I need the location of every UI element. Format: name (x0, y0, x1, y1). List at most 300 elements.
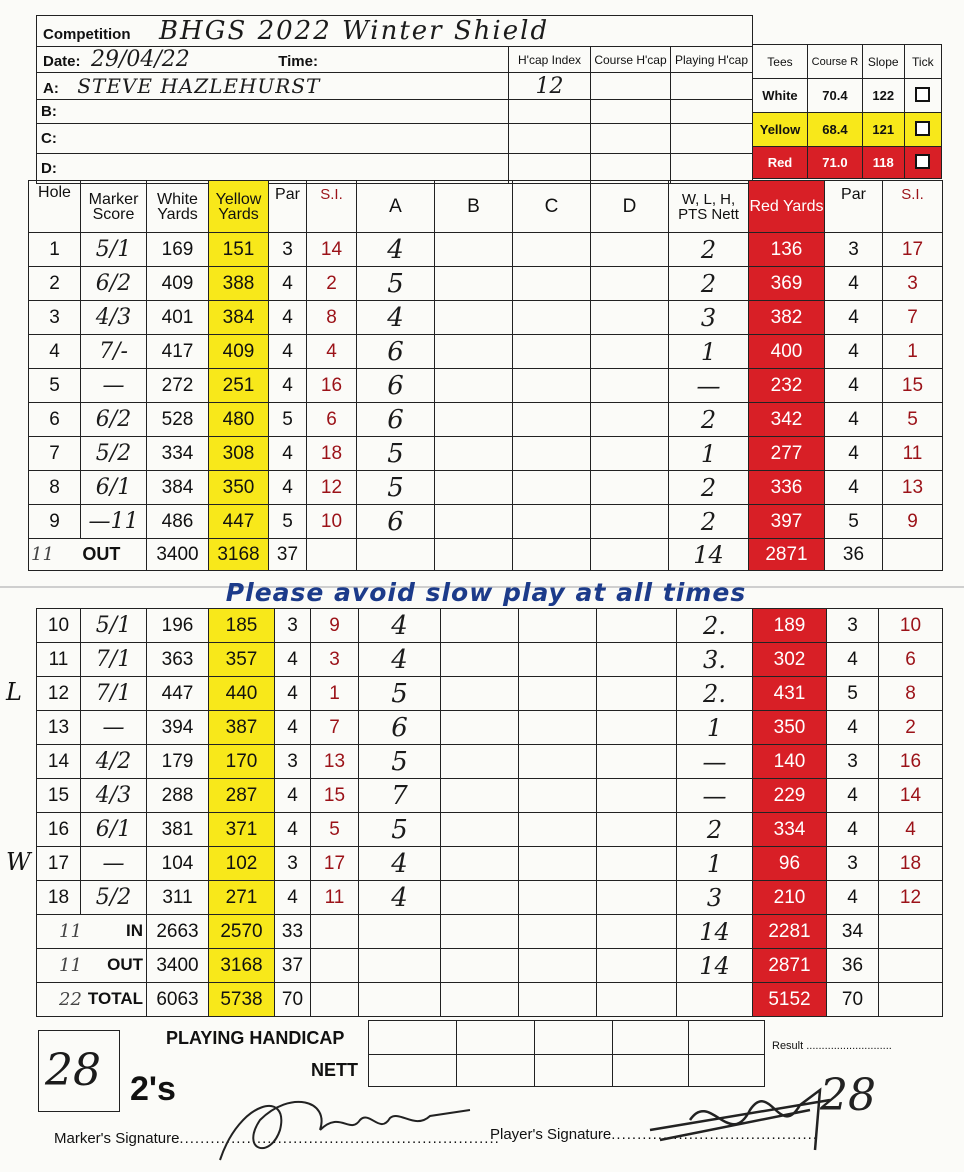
totals-red-par: 36 (827, 949, 879, 983)
par: 5 (269, 403, 307, 437)
stroke-index: 8 (307, 301, 357, 335)
marker-score: 5/1 (81, 233, 147, 267)
empty-score-cell (591, 437, 669, 471)
marker-score: — (81, 711, 147, 745)
empty-score-cell (591, 267, 669, 301)
totals-row (37, 915, 943, 949)
col-si: S.I. (307, 181, 357, 233)
competition-label: Competition (43, 26, 131, 43)
col-par: Par (269, 181, 307, 233)
empty-score-cell (591, 505, 669, 539)
empty-score-cell (441, 643, 519, 677)
red-stroke-index: 15 (883, 369, 943, 403)
hole-row (29, 403, 943, 437)
par: 4 (275, 711, 311, 745)
empty-score-cell (519, 677, 597, 711)
par: 3 (269, 233, 307, 267)
totals-label: IN (126, 921, 143, 940)
hole-row (29, 471, 943, 505)
stroke-index: 17 (311, 847, 359, 881)
col-red-par: Par (825, 181, 883, 233)
player-signature-image (630, 1060, 890, 1160)
yellow-yards: 350 (209, 471, 269, 505)
red-stroke-index: 18 (879, 847, 943, 881)
par: 4 (269, 335, 307, 369)
empty-score-cell (513, 505, 591, 539)
totals-yellow: 3168 (209, 949, 275, 983)
tee-yellow-rating: 68.4 (807, 113, 862, 147)
hole-number: 1 (29, 233, 81, 267)
red-yards: 382 (749, 301, 825, 335)
out-row-mark: 11 (31, 544, 54, 565)
empty-score-cell (435, 301, 513, 335)
pts-nett: — (677, 779, 753, 813)
marker-score: —11 (81, 505, 147, 539)
totals-par: 70 (275, 983, 311, 1017)
pts-nett: 3. (677, 643, 753, 677)
tee-yellow-slope: 121 (862, 113, 904, 147)
hole-number: 18 (37, 881, 81, 915)
totals-pts: 14 (677, 949, 753, 983)
hole-row (37, 779, 943, 813)
empty-total-cell (311, 915, 359, 949)
totals-white: 3400 (147, 949, 209, 983)
empty-score-cell (597, 677, 677, 711)
nett-label: NETT (311, 1060, 358, 1080)
competition-value: BHGS 2022 Winter Shield (158, 16, 550, 46)
course-hcap-header: Course H'cap (591, 47, 671, 73)
pts-nett: 1 (677, 847, 753, 881)
pts-nett: 1 (677, 711, 753, 745)
red-stroke-index: 7 (883, 301, 943, 335)
empty-total-cell (311, 949, 359, 983)
playing-hcap-header: Playing H'cap (671, 47, 753, 73)
red-yards: 232 (749, 369, 825, 403)
totals-white: 2663 (147, 915, 209, 949)
totals-red-par: 70 (827, 983, 879, 1017)
totals-pts (677, 983, 753, 1017)
col-red: Red Yards (749, 181, 825, 233)
totals-label: OUT (107, 955, 143, 974)
twos-label: 2's (130, 1070, 176, 1108)
yellow-yards: 287 (209, 779, 275, 813)
empty-score-cell (597, 779, 677, 813)
white-yards: 417 (147, 335, 209, 369)
par: 3 (275, 847, 311, 881)
totals-yellow: 2570 (209, 915, 275, 949)
red-stroke-index: 1 (883, 335, 943, 369)
hole-row (29, 267, 943, 301)
pts-nett: 2 (669, 233, 749, 267)
out-pts: 14 (669, 539, 749, 571)
slope-header: Slope (862, 45, 904, 79)
red-par: 3 (827, 847, 879, 881)
hole-row (37, 847, 943, 881)
white-yards: 104 (147, 847, 209, 881)
red-par: 4 (825, 301, 883, 335)
tee-white-checkbox[interactable] (915, 87, 930, 102)
player-a-score: 5 (357, 471, 435, 505)
totals-row (37, 983, 943, 1017)
par: 4 (275, 779, 311, 813)
stroke-index: 1 (311, 677, 359, 711)
par: 3 (275, 609, 311, 643)
empty-total-cell (359, 915, 441, 949)
red-yards: 397 (749, 505, 825, 539)
empty-score-cell (519, 609, 597, 643)
marker-score: — (81, 369, 147, 403)
col-yellow: Yellow Yards (209, 181, 269, 233)
yellow-yards: 170 (209, 745, 275, 779)
empty-total-cell (441, 915, 519, 949)
empty-score-cell (591, 471, 669, 505)
stroke-index: 13 (311, 745, 359, 779)
player-signature-score: 28 (820, 1070, 876, 1121)
empty-total-cell (519, 983, 597, 1017)
empty-score-cell (513, 301, 591, 335)
red-par: 4 (827, 779, 879, 813)
empty-score-cell (519, 711, 597, 745)
totals-par: 37 (275, 949, 311, 983)
empty-score-cell (519, 813, 597, 847)
red-yards: 210 (753, 881, 827, 915)
col-hole: Hole (29, 181, 81, 233)
stroke-index: 14 (307, 233, 357, 267)
empty-score-cell (513, 233, 591, 267)
empty-score-cell (597, 711, 677, 745)
yellow-yards: 371 (209, 813, 275, 847)
pts-nett: 3 (677, 881, 753, 915)
red-yards: 334 (753, 813, 827, 847)
empty-score-cell (519, 847, 597, 881)
yellow-yards: 480 (209, 403, 269, 437)
empty-score-cell (519, 643, 597, 677)
empty-score-cell (591, 233, 669, 267)
pts-nett: — (677, 745, 753, 779)
stroke-index: 18 (307, 437, 357, 471)
empty-total-cell (519, 949, 597, 983)
twos-score: 28 (45, 1045, 101, 1096)
hole-row (29, 301, 943, 335)
yellow-yards: 440 (209, 677, 275, 711)
result-label: Result ............................ (772, 1040, 892, 1052)
white-yards: 288 (147, 779, 209, 813)
empty-total-cell (879, 983, 943, 1017)
marker-score: 7/1 (81, 643, 147, 677)
tee-yellow-name: Yellow (753, 113, 808, 147)
empty-total-cell (597, 949, 677, 983)
stroke-index: 7 (311, 711, 359, 745)
empty-score-cell (435, 267, 513, 301)
totals-white: 6063 (147, 983, 209, 1017)
red-yards: 96 (753, 847, 827, 881)
player-a-score: 4 (357, 233, 435, 267)
out-white: 3400 (147, 539, 209, 571)
par: 4 (275, 643, 311, 677)
yellow-yards: 388 (209, 267, 269, 301)
hole-number: 3 (29, 301, 81, 335)
hole-number: 16 (37, 813, 81, 847)
player-signature-label: Player's Signature (490, 1126, 612, 1143)
tee-red-rating: 71.0 (807, 147, 862, 179)
hole-number: 17 (37, 847, 81, 881)
marker-score: 7/1 (81, 677, 147, 711)
player-a-hcap-index: 12 (509, 73, 591, 100)
white-yards: 528 (147, 403, 209, 437)
empty-score-cell (435, 335, 513, 369)
pts-nett: 2 (677, 813, 753, 847)
red-par: 3 (825, 233, 883, 267)
par: 4 (269, 437, 307, 471)
front-nine-table (28, 180, 943, 571)
tee-white-slope: 122 (862, 79, 904, 113)
red-par: 4 (827, 711, 879, 745)
yellow-yards: 447 (209, 505, 269, 539)
stroke-index: 16 (307, 369, 357, 403)
pts-nett: 2 (669, 403, 749, 437)
red-stroke-index: 9 (883, 505, 943, 539)
red-yards: 140 (753, 745, 827, 779)
hole-row (29, 335, 943, 369)
pts-nett: 1 (669, 437, 749, 471)
hole-row (29, 369, 943, 403)
back-nine-table (36, 608, 943, 1017)
empty-score-cell (513, 267, 591, 301)
out-red: 2871 (749, 539, 825, 571)
empty-score-cell (519, 745, 597, 779)
tees-table (752, 44, 942, 179)
hole-row (37, 881, 943, 915)
red-yards: 136 (749, 233, 825, 267)
col-marker: Marker Score (81, 181, 147, 233)
hole-17-note: W (6, 848, 31, 876)
tee-red-slope: 118 (862, 147, 904, 179)
hole-number: 15 (37, 779, 81, 813)
red-par: 4 (825, 267, 883, 301)
white-yards: 363 (147, 643, 209, 677)
hole-row (37, 813, 943, 847)
par: 4 (269, 369, 307, 403)
hole-row (37, 609, 943, 643)
player-a-score: 4 (357, 301, 435, 335)
marker-signature-line[interactable]: Marker's Signature.............................................................. (54, 1130, 500, 1147)
par: 4 (269, 267, 307, 301)
yellow-yards: 271 (209, 881, 275, 915)
red-par: 4 (827, 813, 879, 847)
out-red-par: 36 (825, 539, 883, 571)
hole-row (37, 643, 943, 677)
marker-score: 6/1 (81, 471, 147, 505)
yellow-yards: 409 (209, 335, 269, 369)
empty-score-cell (435, 403, 513, 437)
totals-pts: 14 (677, 915, 753, 949)
empty-total-cell (359, 949, 441, 983)
empty-score-cell (591, 403, 669, 437)
marker-score: 5/1 (81, 609, 147, 643)
hole-row (29, 233, 943, 267)
hcap-index-header: H'cap Index (509, 47, 591, 73)
player-c-label: C: (37, 124, 509, 154)
pts-nett: 1 (669, 335, 749, 369)
hole-number: 5 (29, 369, 81, 403)
red-par: 4 (825, 471, 883, 505)
totals-row (37, 949, 943, 983)
yellow-yards: 251 (209, 369, 269, 403)
totals-par: 33 (275, 915, 311, 949)
red-par: 4 (827, 643, 879, 677)
player-b-label: B: (37, 100, 509, 124)
empty-total-cell (359, 983, 441, 1017)
hole-row (37, 677, 943, 711)
hole-number: 13 (37, 711, 81, 745)
player-a-label: A: (43, 80, 59, 97)
empty-score-cell (441, 677, 519, 711)
player-a-score: 6 (357, 505, 435, 539)
hole-row (37, 711, 943, 745)
red-par: 4 (825, 335, 883, 369)
totals-mark: 11 (59, 955, 82, 976)
col-red-si: S.I. (883, 181, 943, 233)
empty-total-cell (441, 949, 519, 983)
player-a-score: 5 (359, 745, 441, 779)
white-yards: 311 (147, 881, 209, 915)
red-stroke-index: 14 (879, 779, 943, 813)
red-stroke-index: 17 (883, 233, 943, 267)
col-a: A (357, 181, 435, 233)
player-signature-line[interactable]: Player's Signature........................................ (490, 1126, 818, 1143)
totals-mark: 11 (59, 921, 82, 942)
empty-score-cell (441, 711, 519, 745)
empty-score-cell (441, 881, 519, 915)
stroke-index: 15 (311, 779, 359, 813)
empty-score-cell (435, 505, 513, 539)
stroke-index: 6 (307, 403, 357, 437)
stroke-index: 11 (311, 881, 359, 915)
white-yards: 169 (147, 233, 209, 267)
player-a-score: 6 (357, 335, 435, 369)
totals-red: 2281 (753, 915, 827, 949)
par: 4 (275, 881, 311, 915)
empty-total-cell (597, 915, 677, 949)
hole-row (29, 437, 943, 471)
red-stroke-index: 5 (883, 403, 943, 437)
marker-score: 6/2 (81, 403, 147, 437)
red-yards: 229 (753, 779, 827, 813)
empty-score-cell (591, 335, 669, 369)
empty-score-cell (591, 369, 669, 403)
red-par: 3 (827, 609, 879, 643)
pts-nett: 2 (669, 505, 749, 539)
out-row (29, 539, 943, 571)
totals-red: 2871 (753, 949, 827, 983)
red-yards: 336 (749, 471, 825, 505)
tee-yellow-checkbox[interactable] (915, 121, 930, 136)
white-yards: 409 (147, 267, 209, 301)
red-yards: 400 (749, 335, 825, 369)
player-a-score: 6 (357, 369, 435, 403)
yellow-yards: 357 (209, 643, 275, 677)
par: 3 (275, 745, 311, 779)
white-yards: 394 (147, 711, 209, 745)
red-stroke-index: 2 (879, 711, 943, 745)
red-par: 4 (827, 881, 879, 915)
red-stroke-index: 16 (879, 745, 943, 779)
stroke-index: 9 (311, 609, 359, 643)
pts-nett: 2 (669, 471, 749, 505)
player-a-score: 4 (359, 881, 441, 915)
white-yards: 447 (147, 677, 209, 711)
red-stroke-index: 3 (883, 267, 943, 301)
yellow-yards: 185 (209, 609, 275, 643)
red-yards: 369 (749, 267, 825, 301)
marker-score: 7/- (81, 335, 147, 369)
yellow-yards: 384 (209, 301, 269, 335)
empty-score-cell (519, 779, 597, 813)
red-stroke-index: 4 (879, 813, 943, 847)
empty-score-cell (597, 847, 677, 881)
out-row-label: OUT (82, 544, 121, 564)
player-a-score: 5 (357, 267, 435, 301)
red-stroke-index: 11 (883, 437, 943, 471)
hole-number: 10 (37, 609, 81, 643)
marker-signature-label: Marker's Signature (54, 1130, 180, 1147)
col-wlh: W, L, H, PTS Nett (669, 181, 749, 233)
player-a-score: 5 (357, 437, 435, 471)
pts-nett: — (669, 369, 749, 403)
red-stroke-index: 13 (883, 471, 943, 505)
red-par: 5 (825, 505, 883, 539)
course-r-header: Course R (807, 45, 862, 79)
empty-score-cell (513, 403, 591, 437)
header-table (36, 15, 753, 184)
empty-score-cell (597, 745, 677, 779)
white-yards: 334 (147, 437, 209, 471)
marker-score: 6/1 (81, 813, 147, 847)
tee-red-checkbox[interactable] (915, 154, 930, 169)
slow-play-banner: Please avoid slow play at all times (225, 578, 747, 607)
white-yards: 401 (147, 301, 209, 335)
empty-total-cell (441, 983, 519, 1017)
player-a-score: 4 (359, 847, 441, 881)
player-d-label: D: (37, 154, 509, 184)
col-b: B (435, 181, 513, 233)
player-a-score: 6 (359, 711, 441, 745)
player-a-score: 4 (359, 609, 441, 643)
red-yards: 342 (749, 403, 825, 437)
empty-total-cell (879, 915, 943, 949)
empty-score-cell (597, 609, 677, 643)
red-par: 5 (827, 677, 879, 711)
yellow-yards: 102 (209, 847, 275, 881)
tee-red-name: Red (753, 147, 808, 179)
red-par: 4 (825, 437, 883, 471)
par: 5 (269, 505, 307, 539)
white-yards: 272 (147, 369, 209, 403)
hole-number: 11 (37, 643, 81, 677)
hole-number: 9 (29, 505, 81, 539)
red-stroke-index: 10 (879, 609, 943, 643)
out-par: 37 (269, 539, 307, 571)
empty-score-cell (435, 369, 513, 403)
empty-score-cell (441, 745, 519, 779)
marker-signature-image (200, 1080, 480, 1170)
empty-score-cell (519, 881, 597, 915)
marker-score: 4/2 (81, 745, 147, 779)
hole-number: 4 (29, 335, 81, 369)
twos-box (38, 1030, 120, 1112)
empty-score-cell (591, 301, 669, 335)
hole-number: 14 (37, 745, 81, 779)
